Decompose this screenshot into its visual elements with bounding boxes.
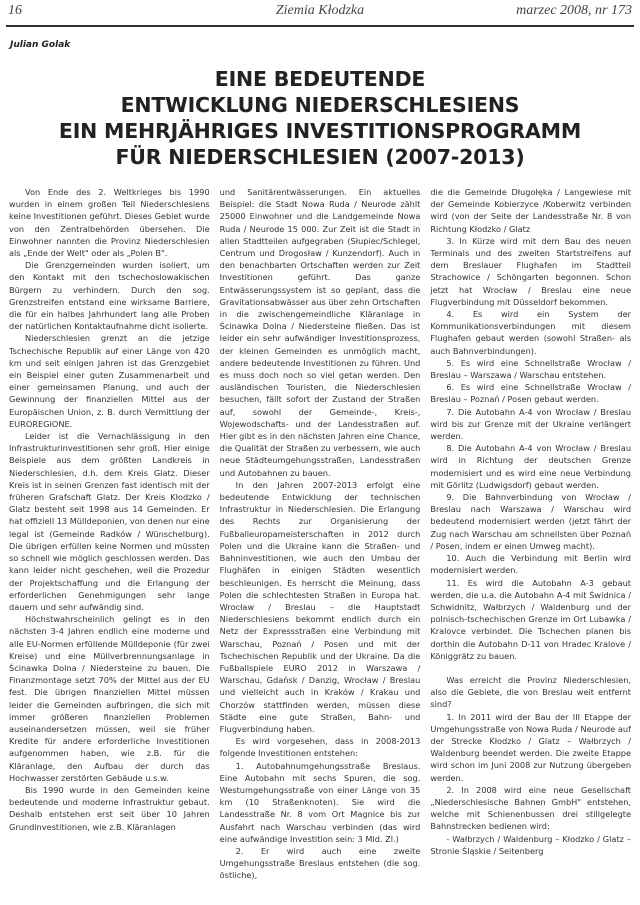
paragraph: 7. Die Autobahn A-4 von Wrocław / Breslau wird bis zur Grenze mit der Ukraine verlängert werden. [430, 406, 632, 442]
paragraph: In den Jahren 2007-2013 erfolgt eine bedeutende Entwicklung der technischen Infrastruktur in Niederschlesien. Die Erlangung des Rechts zur Organisierung der Fußballeuropameisterschaften in 2012 durch Polen und die Ukraine kann die Straßen- und Bahninvestitionen, wie auch den Umbau der Flughäfen in einigen Städten wesentlich beschleunigen. Es herrscht die Meinung, dass Polen die schlechtesten Straßen in Europa hat. Wrocław / Breslau – die Hauptstadt Niederschlesiens bekommt endlich durch ein Netz der Expressstraßen eine Verbindung mit Warschau, Poznań / Posen und mit der Tschechischen Republik und der Ukraine. Da die Fußballspiele EURO 2012 in Warszawa / Warschau, Gdańsk / Danzig, Wrocław / Breslau und vielleicht auch in Kraków / Krakau und Chorzów stattfinden werden, müssen diese Städte eine gute Straßen, Bahn- und Flugverbindung haben. [219, 479, 421, 734]
column-1 [9, 186, 210, 901]
paragraph: 11. Es wird die Autobahn A-3 gebaut werden, die u.a. die Autobahn A-4 mit Świdnica / Schwidnitz, Wałbrzych / Waldenburg und der polnisch-tschechischen Grenze im Ort Lubawka / Kralovce verbindet. Die Tschechen planen bis dorthin die Autobahn D-11 von Hradec Kralove / Königgrätz zu bauen. [430, 577, 632, 661]
header-rule [6, 25, 634, 27]
title-line: FÜR NIEDERSCHLESIEN (2007-2013) [115, 145, 525, 169]
paragraph: die die Gemeinde Długołęka / Langewiese mit der Gemeinde Kobierzyce /Koberwitz verbinden wird (von der Seite der Landesstraße Nr. 8 von Richtung Kłodzko / Glatz [430, 187, 632, 234]
paragraph: Die Grenzgemeinden wurden isoliert, um den Kontakt mit den tschechoslowakischen Bürgern zu verhindern. Durch den sog. Grenzstreifen entstand eine wirksame Barriere, die für ein halbes Jahrhundert lang alle Proben der natürlichen Kontaktaufnahme dicht isolierte. [9, 260, 210, 332]
paragraph: 4. Es wird ein System der Kommunikationsverbindungen mit diesem Flughafen gebaut werden (sowohl Straßen- als auch Bahnverbindungen). [430, 309, 632, 356]
paragraph: 1. In 2011 wird der Bau der III Etappe der Umgehungsstraße von Nowa Ruda / Neurode auf der Strecke Kłodzko / Glatz – Wałbrzych / Waldenburg beendet werden. Die zweite Etappe wird schon im Juni 2008 zur Nutzung übergeben werden. [430, 711, 632, 783]
paragraph: Bis 1990 wurde in den Gemeinden keine bedeutende und moderne Infrastruktur gebaut. Deshalb entstehen erst seit über 10 Jahren Grundinvestitionen, wie z.B. Kläranlagen [9, 784, 210, 832]
title-line: EIN MEHRJÄHRIGES INVESTITIONSPROGRAMM [58, 119, 582, 143]
column-3 [430, 186, 631, 901]
page-header [8, 0, 632, 24]
paragraph: Es wird vorgesehen, dass in 2008-2013 folgende Investitionen entstehen: [219, 736, 421, 759]
paragraph: Höchstwahrscheinlich gelingt es in den nächsten 3-4 Jahren endlich eine moderne und alle EU-Normen erfüllende Mülldeponie (für zwei Kreise) und eine Müllverbrennungsanlage in Ścinawka Dolna / Niedersteine zu bauen. Die Finanzmontage setzt 70% der Mittel aus der EU fest. Die übrigen finanziellen Mittel müssen leider die Gemeinden aufbringen, die sich mit immer größeren finanziellen Problemen auseinandersetzen müssen, weil sie früher Kredite für andere erforderliche Investitionen aufgenommen haben, wie z.B. für die Kläranlage, den Aufbau der durch das Hochwasser zerstörten Gebäude u.s.w. [9, 614, 210, 783]
author-name: Julian Golak [10, 40, 71, 50]
paragraph: und Sanitärentwässerungen. Ein aktuelles Beispiel: die Stadt Nowa Ruda / Neurode zählt 25000 Einwohner und die Landgemeinde Nowa Ruda / Neurode 15 000. Zur Zeit ist die Stadt in allen Stadtteilen aufgegraben (Słupiec/Schlegel, Centrum und Drogosław / Kunzendorf). Auch in den benachbarten Ortschaften werden zur Zeit Investitionen geführt. Das ganze Entwässerungssystem ist so geplant, dass die Gravitationsabwässer aus über zehn Ortschaften in die zwischengemeindliche Kläranlage in Ścinawka Dolna / Niedersteine fließen. Das ist leider ein sehr aufwändiger Investitionsprozess, der kleinen Gemeinden es unmöglich macht, andere bedeutende Investitionen zu führen. Und es muss doch noch so viel getan werden. Den ausländischen Touristen, die Niederschlesien besuchen, fällt sofort der Zustand der Straßen auf, sowohl der Gemeinde-, Kreis-, Wojewodschafts- und der Landesstraßen auf. Hier gibt es in den nächsten Jahren eine Chance, die Qualität der Straßen zu verbessern, wie auch neue Städteumgehungsstraßen, Landesstraßen und Autobahnen zu bauen. [219, 187, 421, 478]
paragraph: Niederschlesien grenzt an die jetzige Tschechische Republik auf einer Länge von 420 km und seit einigen Jahren ist das Grenzgebiet ein Beispiel einer guten Zusammenarbeit und einer gemeinsamen Planung, und auch der Gewinnung der finanziellen Mittel aus der Europäischen Union, z. B. durch Vermittlung der EUROREGIONE. [9, 333, 210, 429]
paragraph: 8. Die Autobahn A-4 von Wrocław / Breslau wird in Richtung der deutschen Grenze modernisiert und es wird eine neue Verbindung mit Görlitz (Ludwigsdorf) gebaut werden. [430, 443, 632, 490]
paragraph: Was erreicht die Provinz Niederschlesien, also die Gebiete, die von Breslau weit entfernt sind? [430, 674, 632, 710]
paragraph: 3. In Kürze wird mit dem Bau des neuen Terminals und des zweiten Startstreifens auf dem Breslauer Flughafen im Stadtteil Strachowice / Schöngarten begonnen. Schon jetzt hat Wrocław / Breslau eine neue Flugverbindung mit Düsseldorf bekommen. [430, 235, 632, 307]
paragraph: 1. Autobahnumgehungsstraße Breslaus. Eine Autobahn mit sechs Spuren, die sog. Westumgehungsstraße von einer Länge von 35 km (10 Straßenknoten). Sie wird die Landesstraße Nr. 8 vom Ort Magnice bis zur Ausfahrt nach Warschau verbinden (das wird eine aufwändige Investition sein: 3 Mld. Zl.) [219, 760, 421, 844]
paragraph: Leider ist die Vernachlässigung in den Infrastrukturinvestitionen sehr groß. Hier einige Beispiele aus dem größten Landkreis in Niederschlesien, d.h. dem Kreis Glatz. Dieser Kreis ist in seinen Grenzen fast identisch mit der früheren Grafschaft Glatz. Der Kreis Kłodzko / Glatz besteht seit 1998 aus 14 Gemeinden. Er hat offiziell 13 Mülldeponien, von denen nur eine legal ist (Gemeinde Radków / Wünschelburg). Die übrigen erfüllen keine Normen und müssten so schnell wie möglich geschlossen werden. Das kann leider nicht geschehen, weil die Prozedur der Projektschaffung und die Erlangung der erforderlichen Genehmigungen sehr lange dauern und sehr aufwändig sind. [9, 431, 210, 612]
paragraph: - Wałbrzych / Waldenburg – Kłodzko / Glatz – Stronie Śląskie / Seitenberg [430, 833, 632, 856]
issue-info: marzec 2008, nr 173 [516, 3, 632, 18]
paragraph: 2. In 2008 wird eine neue Gesellschaft „Niederschlesische Bahnen GmbH" entstehen, welche mit Schienenbussen drei stillgelegte Bahnstrecken bedienen wird: [430, 784, 632, 832]
paragraph: 6. Es wird eine Schnellstraße Wrocław / Breslau – Poznań / Posen gebaut werden. [430, 382, 632, 405]
column-2 [220, 186, 421, 901]
title-line: ENTWICKLUNG NIEDERSCHLESIENS [120, 93, 520, 117]
article-body [9, 186, 631, 901]
article-title [0, 66, 640, 170]
paragraph: Von Ende des 2. Weltkrieges bis 1990 wurden in einem großen Teil Niederschlesiens keine Investitionen geführt. Dieses Gebiet wurde von den Zentralbehörden übersehen. Die Einwohner nannten die Provinz Niederschlesien als „Ende der Welt" oder als „Polen B". [9, 187, 210, 259]
magazine-name: Ziemia Kłodzka [275, 3, 365, 18]
page-number: 16 [8, 3, 22, 18]
title-line: EINE BEDEUTENDE [214, 67, 426, 91]
paragraph: 5. Es wird eine Schnellstraße Wrocław / Breslau – Warszawa / Warschau entstehen. [430, 357, 632, 381]
paragraph: 9. Die Bahnverbindung von Wrocław / Breslau nach Warszawa / Warschau wird bedeutend modernisiert werden (jetzt fährt der Zug nach Warschau am schnellsten über Poznań / Posen, indem er einen Umweg macht). [430, 492, 632, 551]
paragraph: 2. Er wird auch eine zweite Umgehungsstraße Breslaus entstehen (die sog. östliche), [219, 845, 421, 881]
paragraph: 10. Auch die Verbindung mit Berlin wird modernisiert werden. [430, 553, 632, 576]
